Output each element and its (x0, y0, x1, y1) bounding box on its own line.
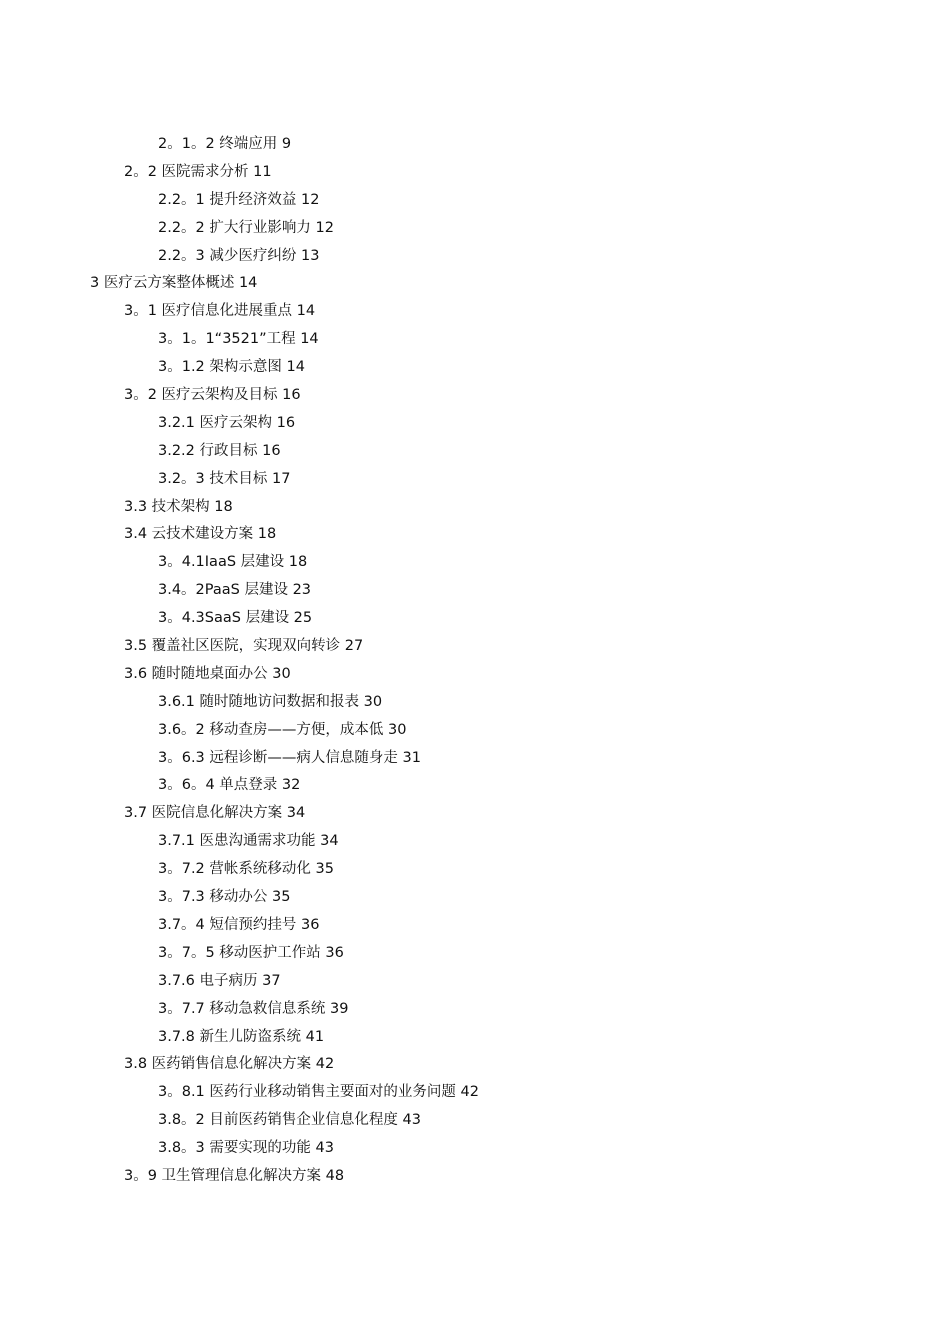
toc-entry[interactable]: 3。1.2 架构示意图 14 (158, 359, 305, 376)
toc-entry[interactable]: 3。7。5 移动医护工作站 36 (158, 944, 344, 961)
toc-entry[interactable]: 3 医疗云方案整体概述 14 (90, 275, 258, 292)
toc-entry[interactable]: 3.7.1 医患沟通需求功能 34 (158, 833, 339, 850)
toc-entry[interactable]: 3.5 覆盖社区医院，实现双向转诊 27 (124, 638, 364, 655)
toc-entry[interactable]: 3.7.8 新生儿防盗系统 41 (158, 1028, 325, 1045)
toc-entry[interactable]: 2。1。2 终端应用 9 (158, 136, 292, 152)
toc-entry[interactable]: 3.7。4 短信预约挂号 36 (158, 916, 320, 933)
toc-entry[interactable]: 3。4.1IaaS 层建设 18 (158, 554, 308, 571)
table-of-contents (0, 131, 950, 1191)
toc-entry[interactable]: 3。7.7 移动急救信息系统 39 (158, 1000, 349, 1017)
toc-entry[interactable]: 3.3 技术架构 18 (124, 498, 233, 515)
toc-entry[interactable]: 3.2.2 行政目标 16 (158, 442, 281, 459)
toc-entry[interactable]: 3.8 医药销售信息化解决方案 42 (124, 1056, 335, 1073)
toc-entry[interactable]: 3.6.1 随时随地访问数据和报表 30 (158, 693, 383, 710)
toc-entry[interactable]: 3。6.3 远程诊断——病人信息随身走 31 (158, 749, 421, 766)
toc-entry[interactable]: 3.4。2PaaS 层建设 23 (158, 582, 312, 599)
toc-entry[interactable]: 3.2。3 技术目标 17 (158, 470, 291, 487)
toc-entry[interactable]: 3。1。1“3521”工程 14 (158, 331, 319, 348)
toc-entry[interactable]: 3.7.6 电子病历 37 (158, 972, 281, 989)
toc-entry[interactable]: 3。7.3 移动办公 35 (158, 889, 291, 906)
toc-entry[interactable]: 2。2 医院需求分析 11 (124, 163, 272, 180)
toc-entry[interactable]: 3.6 随时随地桌面办公 30 (124, 665, 291, 682)
toc-entry[interactable]: 3。4.3SaaS 层建设 25 (158, 610, 313, 627)
toc-entry[interactable]: 3。9 卫生管理信息化解决方案 48 (124, 1167, 345, 1184)
toc-entry[interactable]: 3。8.1 医药行业移动销售主要面对的业务问题 42 (158, 1084, 479, 1101)
toc-entry[interactable]: 3。1 医疗信息化进展重点 14 (124, 303, 316, 320)
toc-entry[interactable]: 3。2 医疗云架构及目标 16 (124, 387, 301, 404)
toc-entry[interactable]: 2.2。1 提升经济效益 12 (158, 191, 320, 208)
toc-entry[interactable]: 3。7.2 营帐系统移动化 35 (158, 861, 334, 878)
toc-entry[interactable]: 3。6。4 单点登录 32 (158, 777, 301, 794)
toc-entry[interactable]: 3.8。2 目前医药销售企业信息化程度 43 (158, 1112, 421, 1129)
toc-entry[interactable]: 2.2。3 减少医疗纠纷 13 (158, 247, 320, 264)
toc-entry[interactable]: 3.6。2 移动查房——方便，成本低 30 (158, 721, 407, 738)
toc-entry[interactable]: 3.4 云技术建设方案 18 (124, 526, 277, 543)
toc-entry[interactable]: 3.8。3 需要实现的功能 43 (158, 1140, 334, 1157)
toc-entry[interactable]: 3.2.1 医疗云架构 16 (158, 414, 296, 431)
toc-entry[interactable]: 3.7 医院信息化解决方案 34 (124, 805, 306, 822)
toc-entry[interactable]: 2.2。2 扩大行业影响力 12 (158, 219, 334, 236)
